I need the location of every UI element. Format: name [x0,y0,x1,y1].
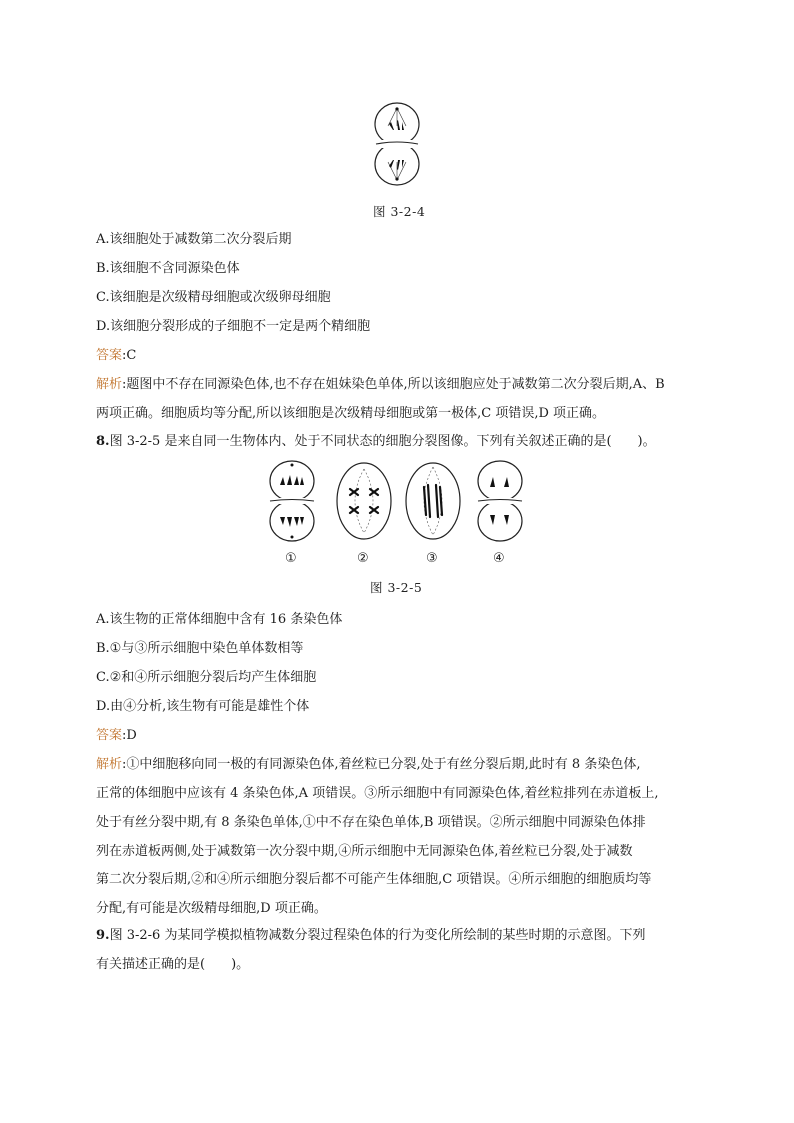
q7-option-a: A.该细胞处于减数第二次分裂后期 [96,232,292,247]
question-text: 图 3-2-5 是来自同一生物体内、处于不同状态的细胞分裂图像。下列有关叙述正确的是( )。 [109,434,656,449]
q8-analysis-line-3: 处于有丝分裂中期,有 8 条染色单体,①中不存在染色单体,B 项错误。②所示细胞中同源染色体排 [96,815,646,830]
cell-2 [337,463,391,539]
question-text: 图 3-2-6 为某同学模拟植物减数分裂过程染色体的行为变化所绘制的某些时期的示意图。下列 [109,928,646,943]
figure-label-2: ② [357,551,369,566]
figure-3-2-5-caption: 图 3-2-5 [370,580,423,595]
q8-option-a: A.该生物的正常体细胞中含有 16 条染色体 [96,612,343,627]
q7-analysis-line-1 [96,373,665,392]
analysis-text: :题图中不存在同源染色体,也不存在姐妹染色单体,所以该细胞应处于减数第二次分裂后期,A、B [122,377,665,392]
q7-analysis-line-2: 两项正确。细胞质均等分配,所以该细胞是次级精母细胞或第一极体,C 项错误,D 项正确。 [96,406,606,421]
figure-label-1: ① [285,551,297,566]
q8-option-b: B.①与③所示细胞中染色单体数相等 [96,641,304,656]
figure-3-2-4-caption: 图 3-2-4 [373,204,426,219]
q7-option-b: B.该细胞不含同源染色体 [96,261,240,276]
analysis-label: 解析 [96,377,123,392]
q8-option-d: D.由④分析,该生物有可能是雄性个体 [96,699,310,714]
q7-option-c: C.该细胞是次级精母细胞或次级卵母细胞 [96,290,331,305]
figure-3-2-4-cell-diagram [364,100,430,190]
answer-label: 答案 [96,348,123,363]
q8-option-c: C.②和④所示细胞分裂后均产生体细胞 [96,670,317,685]
figure-label-4: ④ [493,551,505,566]
q8-analysis-line-6: 分配,有可能是次级精母细胞,D 项正确。 [96,901,327,916]
answer-value: :C [122,348,137,363]
q8-stem [96,430,656,449]
q7-option-d: D.该细胞分裂形成的子细胞不一定是两个精细胞 [96,319,371,334]
cell-3 [406,463,460,539]
q8-analysis-line-4: 列在赤道板两侧,处于减数第一次分裂中期,④所示细胞中无同源染色体,着丝粒已分裂,处于减数 [96,844,633,859]
q8-answer [96,724,137,743]
q8-analysis-line-1 [96,753,640,772]
q8-analysis-line-2: 正常的体细胞中应该有 4 条染色体,A 项错误。③所示细胞中有同源染色体,着丝粒排列在赤道板上, [96,786,659,801]
answer-value: :D [122,728,137,743]
q9-stem-line-2: 有关描述正确的是( )。 [96,957,250,972]
figure-label-3: ③ [426,551,438,566]
q7-answer [96,344,136,363]
question-number: 9. [96,928,110,943]
question-number: 8. [96,434,110,449]
q8-analysis-line-5: 第二次分裂后期,②和④所示细胞分裂后都不可能产生体细胞,C 项错误。④所示细胞的细胞质均等 [96,872,652,887]
analysis-text: :①中细胞移向同一极的有同源染色体,着丝粒已分裂,处于有丝分裂后期,此时有 8 条染色体, [122,757,641,772]
analysis-label: 解析 [96,757,123,772]
figure-3-2-5-cell-diagrams [260,459,530,569]
q9-stem-line-1 [96,924,645,943]
answer-label: 答案 [96,728,123,743]
